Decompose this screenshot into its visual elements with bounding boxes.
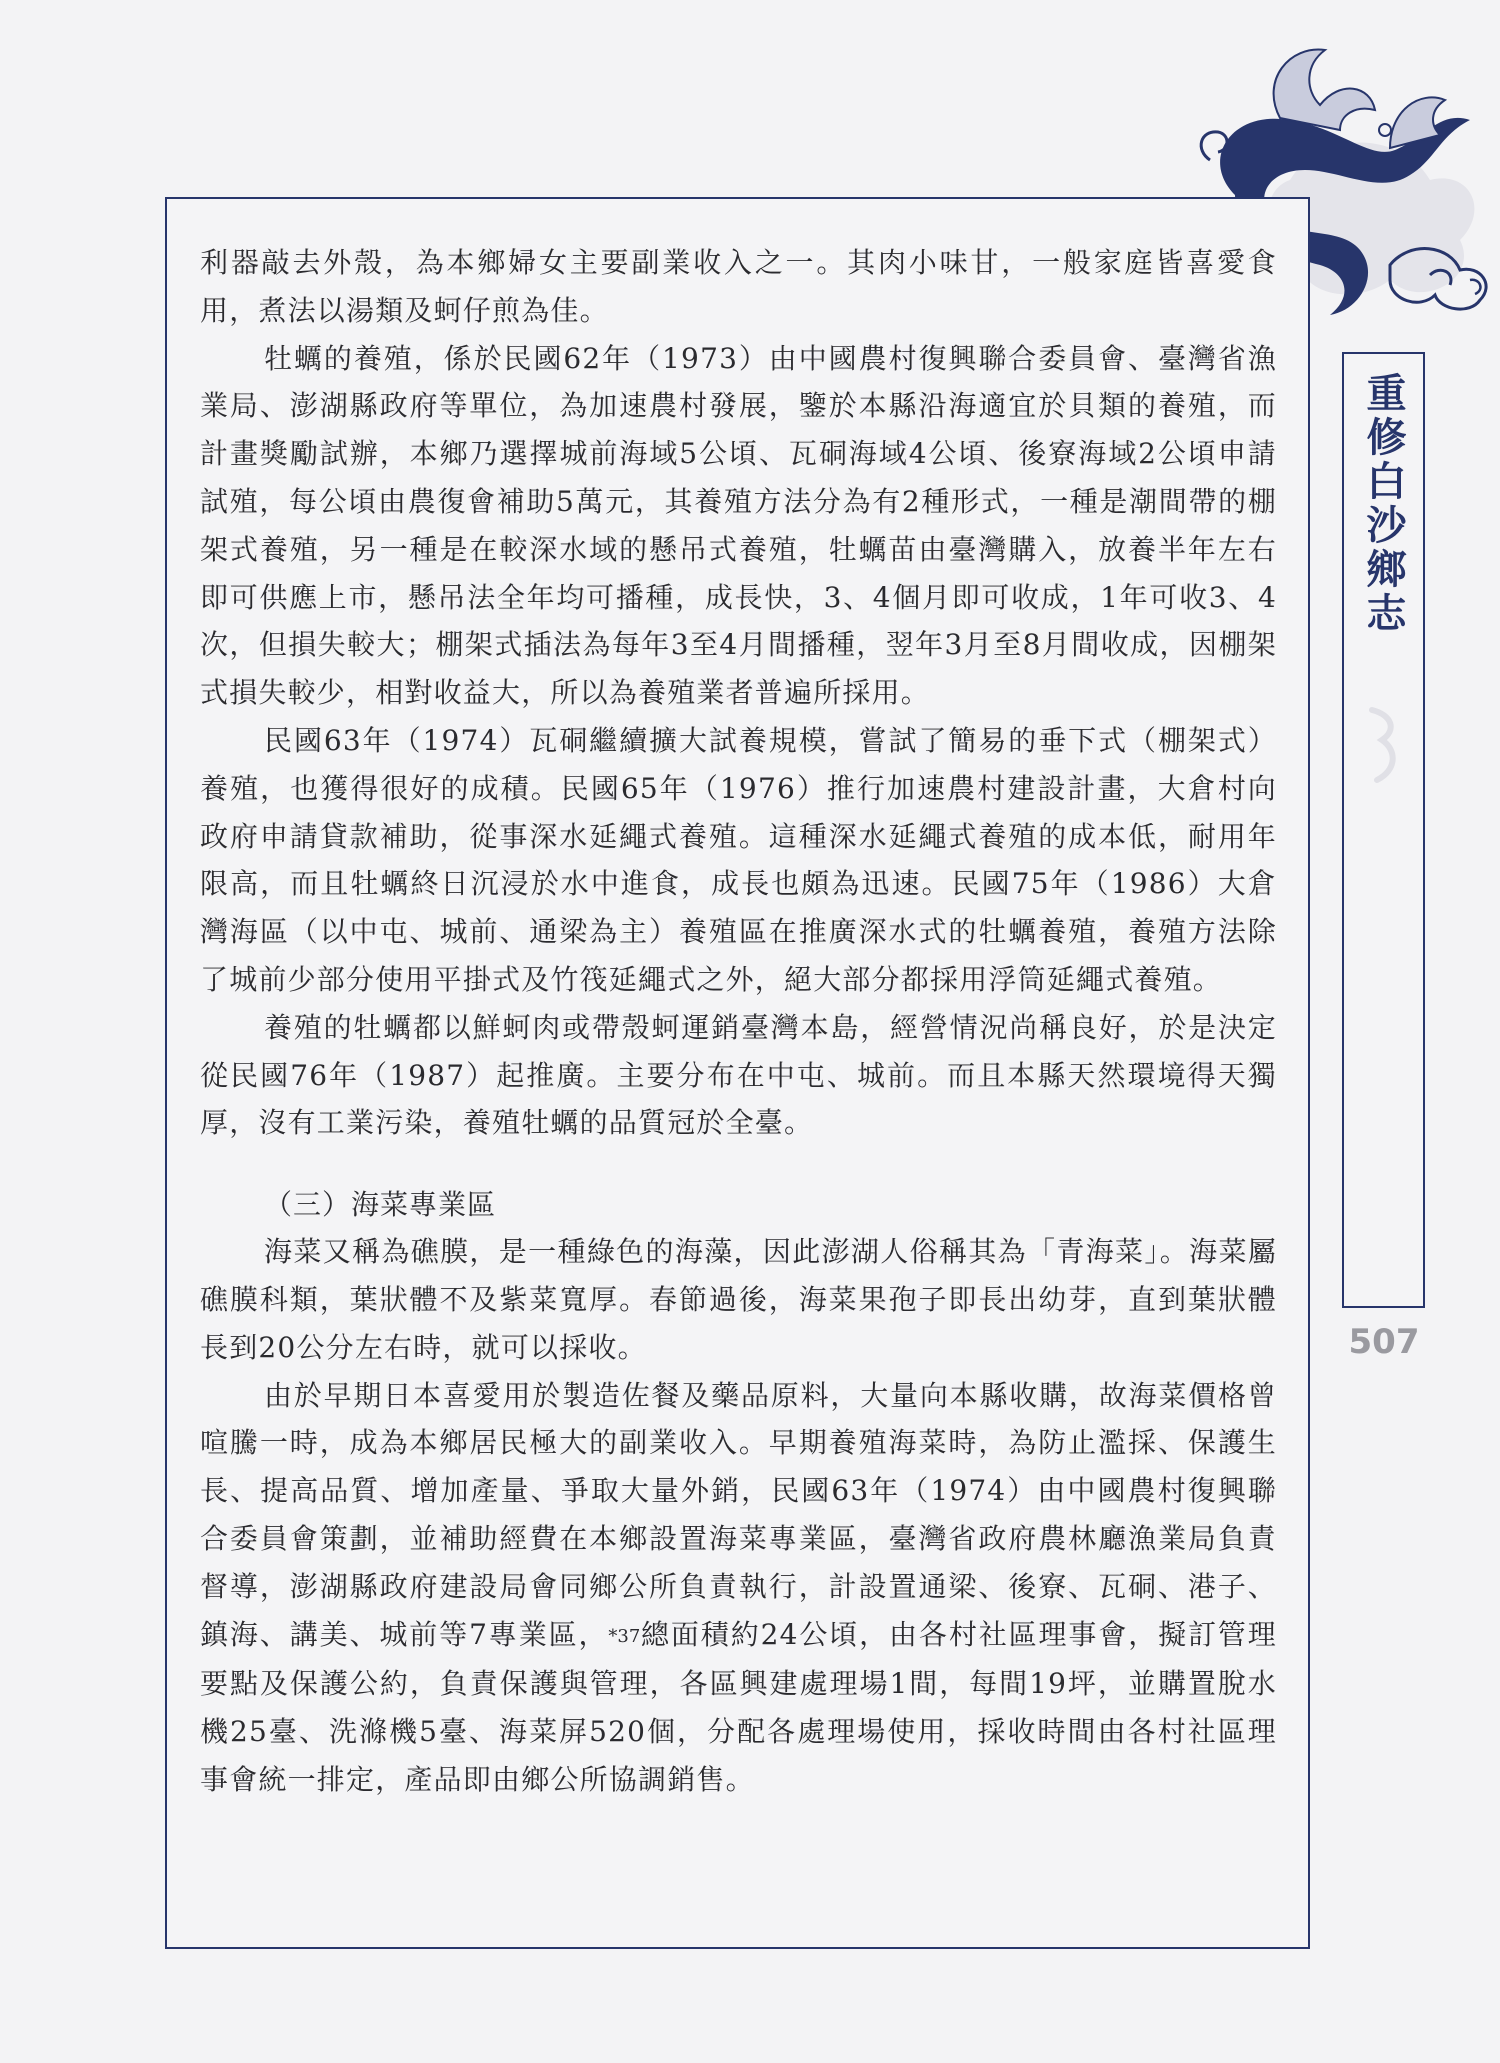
paragraph-6-part-1: 由於早期日本喜愛用於製造佐餐及藥品原料，大量向本縣收購，故海菜價格曾喧騰一時，成為本鄉居民極大的副業收入。早期養殖海菜時，為防止濫採、保護生長、提高品質、增加產量、爭取大量外銷，民國63年（1974）由中國農村復興聯合委員會策劃，並補助經費在本鄉設置海菜專業區，臺灣省政府農林廳漁業局負責督導，澎湖縣政府建設局會同鄉公所負責執行，計設置通梁、後寮、瓦硐、港子、鎮海、講美、城前等7專業區， [200,1378,1277,1651]
body-text [200,239,1277,1804]
book-title: 重修白沙鄉志 [1360,372,1406,636]
page-number: 507 [1348,1322,1420,1362]
paragraph-1: 利器敲去外殼，為本鄉婦女主要副業收入之一。其肉小味甘，一般家庭皆喜愛食用，煮法以湯類及蚵仔煎為佳。 [200,246,1277,327]
faint-decoration-icon [1362,700,1407,790]
paragraph-2: 牡蠣的養殖，係於民國62年（1973）由中國農村復興聯合委員會、臺灣省漁業局、澎湖縣政府等單位，為加速農村發展，鑒於本縣沿海適宜於貝類的養殖，而計畫獎勵試辦，本鄉乃選擇城前海域5公頃、瓦硐海域4公頃、後寮海域2公頃申請試殖，每公頃由農復會補助5萬元，其養殖方法分為有2種形式，一種是潮間帶的棚架式養殖，另一種是在較深水域的懸吊式養殖，牡蠣苗由臺灣購入，放養半年左右即可供應上市，懸吊法全年均可播種，成長快，3、4個月即可收成，1年可收3、4次，但損失較大；棚架式插法為每年3至4月間播種，翌年3月至8月間收成，因棚架式損失較少，相對收益大，所以為養殖業者普遍所採用。 [200,341,1277,710]
paragraph-6 [200,1372,1277,1804]
footnote-marker: *37 [608,1625,641,1647]
paragraph-3: 民國63年（1974）瓦硐繼續擴大試養規模，嘗試了簡易的垂下式（棚架式）養殖，也獲得很好的成積。民國65年（1976）推行加速農村建設計畫，大倉村向政府申請貸款補助，從事深水延繩式養殖。這種深水延繩式養殖的成本低，耐用年限高，而且牡蠣終日沉浸於水中進食，成長也頗為迅速。民國75年（1986）大倉灣海區（以中屯、城前、通梁為主）養殖區在推廣深水式的牡蠣養殖，養殖方法除了城前少部分使用平掛式及竹筏延繩式之外，絕大部分都採用浮筒延繩式養殖。 [200,723,1277,996]
section-heading: （三）海菜專業區 [264,1188,497,1222]
paragraph-4: 養殖的牡蠣都以鮮蚵肉或帶殼蚵運銷臺灣本島，經營情況尚稱良好，於是決定從民國76年（1987）起推廣。主要分布在中屯、城前。而且本縣天然環境得天獨厚，沒有工業污染，養殖牡蠣的品質冠於全臺。 [200,1010,1277,1140]
book-title-box [1342,352,1425,1308]
main-text-frame [165,197,1310,1949]
paragraph-6-part-2: 總面積約24公頃，由各村社區理事會，擬訂管理要點及保護公約，負責保護與管理，各區興建處理場1間，每間19坪，並購置脫水機25臺、洗滌機5臺、海菜屏520個，分配各處理場使用，採收時間由各村社區理事會統一排定，產品即由鄉公所協調銷售。 [200,1617,1278,1796]
paragraph-5: 海菜又稱為礁膜，是一種綠色的海藻，因此澎湖人俗稱其為「青海菜」。海菜屬礁膜科類，葉狀體不及紫菜寬厚。春節過後，海菜果孢子即長出幼芽，直到葉狀體長到20公分左右時，就可以採收。 [200,1235,1277,1364]
